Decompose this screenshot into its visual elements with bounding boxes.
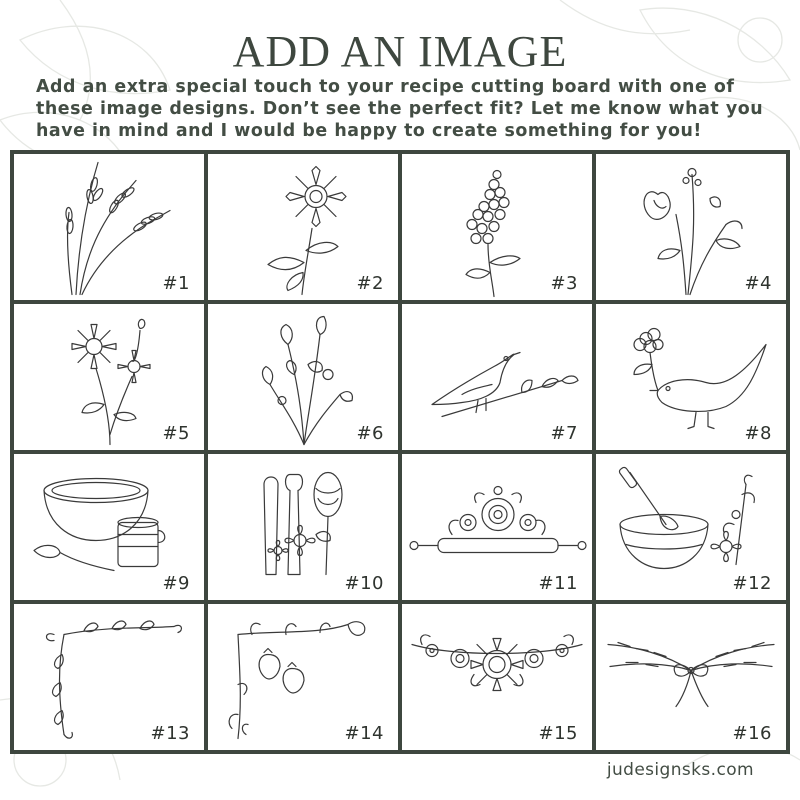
design-card-12[interactable] [596, 454, 786, 600]
design-number: #2 [356, 273, 384, 294]
design-number: #7 [550, 423, 578, 444]
design-card-16[interactable] [596, 604, 786, 750]
design-card-2[interactable] [208, 154, 398, 300]
design-number: #9 [162, 573, 190, 594]
design-card-9[interactable] [14, 454, 204, 600]
page-description: Add an extra special touch to your recipe cutting board with one of these image designs. Don’t see the perfect fit? Let me know what you have in mind and I would be happy to create something for you! [36, 77, 764, 141]
design-number: #13 [150, 723, 190, 744]
design-card-1[interactable] [14, 154, 204, 300]
design-number: #3 [550, 273, 578, 294]
design-number: #6 [356, 423, 384, 444]
design-grid [10, 150, 790, 754]
design-card-13[interactable] [14, 604, 204, 750]
design-card-11[interactable] [402, 454, 592, 600]
design-number: #11 [538, 573, 578, 594]
design-number: #12 [732, 573, 772, 594]
design-number: #8 [744, 423, 772, 444]
design-number: #10 [344, 573, 384, 594]
design-card-10[interactable] [208, 454, 398, 600]
design-number: #1 [162, 273, 190, 294]
page-title: ADD AN IMAGE [232, 27, 568, 76]
design-card-15[interactable] [402, 604, 592, 750]
design-card-8[interactable] [596, 304, 786, 450]
design-number: #15 [538, 723, 578, 744]
design-number: #4 [744, 273, 772, 294]
design-card-7[interactable] [402, 304, 592, 450]
design-number: #16 [732, 723, 772, 744]
design-card-3[interactable] [402, 154, 592, 300]
design-card-4[interactable] [596, 154, 786, 300]
website-url[interactable]: judesignsks.com [606, 760, 754, 780]
design-card-5[interactable] [14, 304, 204, 450]
design-number: #5 [162, 423, 190, 444]
design-card-6[interactable] [208, 304, 398, 450]
design-number: #14 [344, 723, 384, 744]
design-card-14[interactable] [208, 604, 398, 750]
